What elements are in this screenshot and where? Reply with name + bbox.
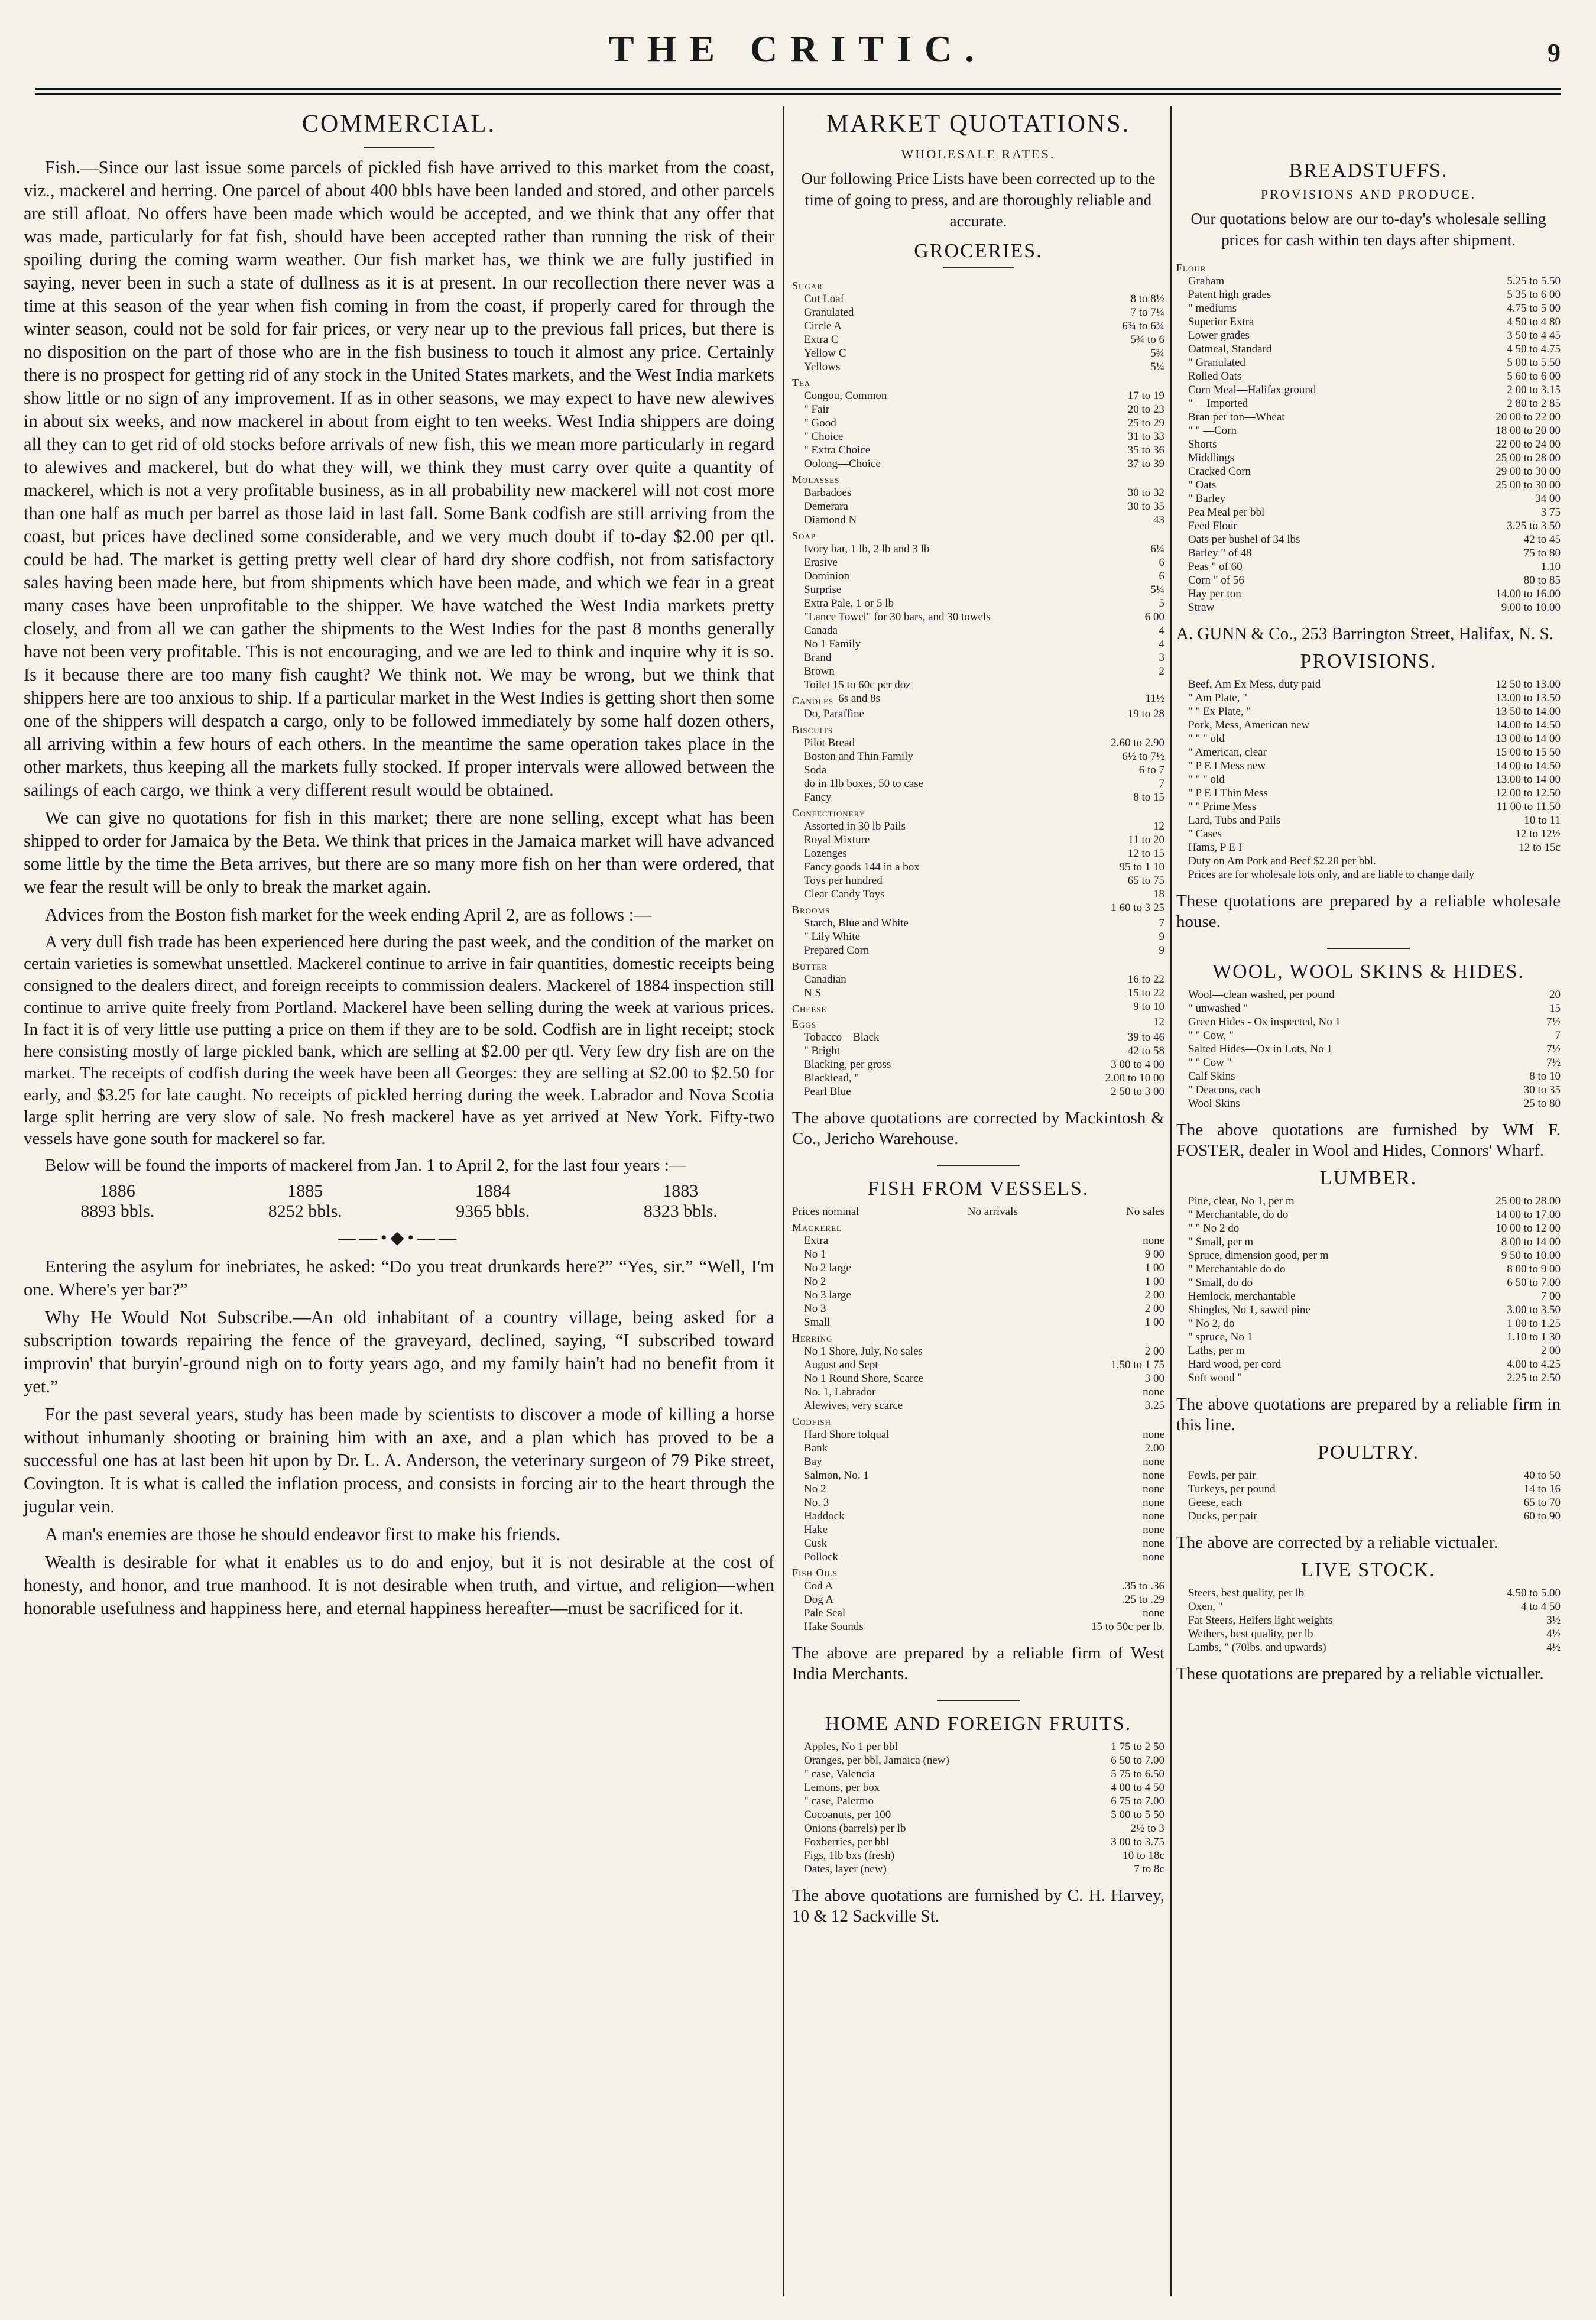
breadstuffs-note: A. GUNN & Co., 253 Barrington Street, Halifax, N. S. xyxy=(1176,624,1553,643)
price-row: Toys per hundred 65 to 75 xyxy=(804,874,1164,887)
groceries-note: The above quotations are corrected by Mackintosh & Co., Jericho Warehouse. xyxy=(792,1109,1164,1148)
price-row: Extra Pale, 1 or 5 lb 5 xyxy=(804,597,1164,610)
price-row: Canada 4 xyxy=(804,624,1164,637)
price-row: Duty on Am Pork and Beef $2.20 per bbl. xyxy=(1188,855,1376,867)
lumber-note: The above quotations are prepared by a reliable firm in this line. xyxy=(1176,1395,1561,1434)
price-row: Demerara 30 to 35 xyxy=(804,500,1164,513)
price-row: Boston and Thin Family 6½ to 7½ xyxy=(804,750,1164,763)
price-row: " Lily White 9 xyxy=(804,931,1164,943)
price-row: Barbadoes 30 to 32 xyxy=(804,487,1164,499)
price-row: " Small, per m 8 00 to 14 00 xyxy=(1188,1236,1561,1248)
price-row: Corn " of 56 80 to 85 xyxy=(1188,574,1561,587)
market-column xyxy=(792,106,1164,1933)
price-row: August and Sept 1.50 to 1 75 xyxy=(804,1359,1164,1371)
price-row: Hay per ton 14.00 to 16.00 xyxy=(1188,588,1561,600)
price-row: Rolled Oats 5 60 to 6 00 xyxy=(1188,370,1561,383)
price-row: Canadian 16 to 22 xyxy=(804,973,1164,986)
price-row: Assorted in 30 lb Pails 12 xyxy=(804,820,1164,832)
price-row: Small 1 00 xyxy=(804,1316,1164,1329)
breadstuffs-heading: BREADSTUFFS. xyxy=(1289,160,1448,182)
price-row: " No 2, do 1 00 to 1.25 xyxy=(1188,1317,1561,1330)
anecdote: Why He Would Not Subscribe.—An old inhabitant of a country village, being asked for a subscription towards repairing the fence of the graveyard, declined, saying, “I subscribed toward improvin' that buryin'-ground nigh on to forty years ago, and my family hain't had no benefit from it yet.” xyxy=(24,1307,774,1396)
price-row: " Cases 12 to 12½ xyxy=(1188,828,1561,840)
price-row: " —Imported 2 80 to 2 85 xyxy=(1188,397,1561,410)
price-row: Cocoanuts, per 100 5 00 to 5 50 xyxy=(804,1809,1164,1821)
provisions-note: These quotations are prepared by a reliable wholesale house. xyxy=(1176,892,1561,931)
price-row: Corn Meal—Halifax ground 2 00 to 3.15 xyxy=(1188,384,1561,396)
price-row: " Granulated 5 00 to 5.50 xyxy=(1188,357,1561,369)
price-row: Fat Steers, Heifers light weights 3½ xyxy=(1188,1614,1561,1626)
imports-cell: 1884 9365 bbls. xyxy=(456,1181,530,1221)
price-row: Hard wood, per cord 4.00 to 4.25 xyxy=(1188,1358,1561,1370)
ornament-divider: ——•◆•—— xyxy=(338,1228,460,1248)
price-row: Lambs, " (70lbs. and upwards) 4½ xyxy=(1188,1641,1561,1654)
price-row: Spruce, dimension good, per m 9 50 to 10.00 xyxy=(1188,1249,1561,1262)
price-row: Alewives, very scarce 3.25 xyxy=(804,1399,1164,1412)
breadstuffs-list xyxy=(1176,259,1561,614)
price-row: Bank 2.00 xyxy=(804,1442,1164,1454)
price-row: Superior Extra 4 50 to 4 80 xyxy=(1188,316,1561,328)
price-row: Foxberries, per bbl 3 00 to 3.75 xyxy=(804,1836,1164,1848)
masthead-title: THE CRITIC. xyxy=(608,28,988,70)
price-row: Oolong—Choice 37 to 39 xyxy=(804,458,1164,470)
price-row: Pollock none xyxy=(804,1551,1164,1563)
price-row: Blacking, per gross 3 00 to 4 00 xyxy=(804,1058,1164,1071)
price-row: Turkeys, per pound 14 to 16 xyxy=(1188,1483,1561,1495)
price-row: No 1 9 00 xyxy=(804,1248,1164,1261)
masthead-rule-thin xyxy=(35,93,1561,95)
price-row: No. 3 none xyxy=(804,1496,1164,1509)
market-subheading: WHOLESALE RATES. xyxy=(901,147,1056,161)
price-row: " Am Plate, " 13.00 to 13.50 xyxy=(1188,692,1561,704)
price-row: Hake none xyxy=(804,1524,1164,1536)
price-row: " Choice 31 to 33 xyxy=(804,430,1164,443)
heading-rule xyxy=(364,147,434,148)
price-row: Soda 6 to 7 xyxy=(804,764,1164,776)
price-row: Pilot Bread 2.60 to 2.90 xyxy=(804,737,1164,749)
fruits-note: The above quotations are furnished by C. H. Harvey, 10 & 12 Sackville St. xyxy=(792,1886,1164,1926)
price-row: " unwashed " 15 xyxy=(1188,1002,1561,1015)
wool-note: The above quotations are furnished by WM F. FOSTER, dealer in Wool and Hides, Connors' Wharf. xyxy=(1176,1120,1561,1160)
provisions-heading: PROVISIONS. xyxy=(1300,650,1437,672)
price-row: No 2 large 1 00 xyxy=(804,1262,1164,1274)
price-row: Barley " of 48 75 to 80 xyxy=(1188,547,1561,559)
fish-columns: Prices nominal No arrivals No sales xyxy=(792,1206,1164,1218)
price-row: Yellow C 5¾ xyxy=(804,347,1164,359)
price-row: Steers, best quality, per lb 4.50 to 5.00 xyxy=(1188,1587,1561,1599)
price-category: Molasses xyxy=(792,474,840,485)
price-row: " " Ex Plate, " 13 50 to 14.00 xyxy=(1188,705,1561,718)
price-row: Hemlock, merchantable 7 00 xyxy=(1188,1290,1561,1302)
section-rule xyxy=(937,1165,1020,1166)
price-row: " Extra Choice 35 to 36 xyxy=(804,444,1164,456)
price-row: " Merchantable, do do 14 00 to 17.00 xyxy=(1188,1208,1561,1221)
page-number: 9 xyxy=(1548,38,1561,67)
price-row: Yellows 5¼ xyxy=(804,361,1164,373)
price-row: " case, Valencia 5 75 to 6.50 xyxy=(804,1768,1164,1780)
anecdote: A man's enemies are those he should endeavor first to make his friends. xyxy=(45,1524,560,1544)
price-row: Cod A .35 to .36 xyxy=(804,1580,1164,1592)
price-row: Wethers, best quality, per lb 4½ xyxy=(1188,1628,1561,1640)
price-row: " P E I Thin Mess 12 00 to 12.50 xyxy=(1188,787,1561,799)
price-row: " case, Palermo 6 75 to 7.00 xyxy=(804,1795,1164,1807)
price-row: " P E I Mess new 14 00 to 14.50 xyxy=(1188,760,1561,772)
price-row: " Oats 25 00 to 30 00 xyxy=(1188,479,1561,491)
price-category: Herring xyxy=(792,1332,833,1344)
price-row: Onions (barrels) per lb 2½ to 3 xyxy=(804,1822,1164,1835)
price-row: Surprise 5¼ xyxy=(804,584,1164,596)
price-row: Circle A 6¾ to 6¾ xyxy=(804,320,1164,332)
price-row: Erasive 6 xyxy=(804,556,1164,569)
price-row: Bran per ton—Wheat 20 00 to 22 00 xyxy=(1188,411,1561,423)
price-row: Cracked Corn 29 00 to 30 00 xyxy=(1188,465,1561,478)
price-row: Dominion 6 xyxy=(804,570,1164,582)
imports-cell: 1886 8893 bbls. xyxy=(80,1181,155,1221)
price-row: Blacklead, " 2.00 to 10 00 xyxy=(804,1072,1164,1084)
market-heading: MARKET QUOTATIONS. xyxy=(826,111,1131,138)
price-row: Figs, 1lb bxs (fresh) 10 to 18c xyxy=(804,1849,1164,1862)
price-row: Cusk none xyxy=(804,1537,1164,1550)
price-row: Feed Flour 3.25 to 3 50 xyxy=(1188,520,1561,532)
price-row: No 1 Shore, July, No sales 2 00 xyxy=(804,1345,1164,1357)
price-row: Tobacco—Black 39 to 46 xyxy=(804,1031,1164,1044)
price-row: " American, clear 15 00 to 15 50 xyxy=(1188,746,1561,759)
anecdote: Entering the asylum for inebriates, he asked: “Do you treat drunkards here?” “Yes, sir.” “Well, I'm one. Where's yer bar?” xyxy=(24,1256,774,1300)
price-row: " " Cow, " 7 xyxy=(1188,1029,1561,1042)
poultry-list xyxy=(1176,1469,1561,1523)
anecdote: For the past several years, study has been made by scientists to discover a mode of killing a horse without inhumanly shooting or braining him with an axe, and a plan which has proved to be a successful one has at last been hit upon by Dr. L. A. Anderson, the veterinary surgeon of 79 Pike street, Covington. It is what is called the inflation process, and consists in forcing air to the heart through the jugular vein. xyxy=(24,1404,774,1517)
price-row: Wool Skins 25 to 80 xyxy=(1188,1097,1561,1110)
price-row: Oranges, per bbl, Jamaica (new) 6 50 to 7.00 xyxy=(804,1754,1164,1767)
price-row: Extra none xyxy=(804,1234,1164,1247)
fruits-heading: HOME AND FOREIGN FRUITS. xyxy=(825,1713,1132,1735)
price-row: Pearl Blue 2 50 to 3 00 xyxy=(804,1086,1164,1098)
column-divider xyxy=(783,106,784,2296)
price-row: Hams, P E I 12 to 15c xyxy=(1188,841,1561,854)
price-row: Prices are for wholesale lots only, and are liable to change daily xyxy=(1188,869,1475,881)
price-row: Patent high grades 5 35 to 6 00 xyxy=(1188,289,1561,301)
price-row: " mediums 4.75 to 5 00 xyxy=(1188,302,1561,315)
section-rule xyxy=(937,1700,1020,1701)
price-category: Eggs 12 xyxy=(792,1016,1164,1030)
price-row: Dog A .25 to .29 xyxy=(804,1593,1164,1606)
price-row: Fancy 8 to 15 xyxy=(804,791,1164,803)
price-category: Butter xyxy=(792,960,828,972)
price-row: Calf Skins 8 to 10 xyxy=(1188,1070,1561,1083)
groceries-list xyxy=(792,277,1164,1099)
price-row: Lower grades 3 50 to 4 45 xyxy=(1188,329,1561,342)
price-row: Pine, clear, No 1, per m 25 00 to 28.00 xyxy=(1188,1195,1561,1207)
price-category: Sugar xyxy=(792,280,823,291)
breadstuffs-subheading: PROVISIONS AND PRODUCE. xyxy=(1260,187,1477,202)
price-row: Do, Paraffine 19 to 28 xyxy=(804,708,1164,720)
market-intro: Our following Price Lists have been corrected up to the time of going to press, and are thoroughly reliable and accurate. xyxy=(801,170,1156,230)
masthead-rule xyxy=(35,88,1561,90)
price-row: Green Hides - Ox inspected, No 1 7½ xyxy=(1188,1016,1561,1028)
price-row: Pork, Mess, American new 14.00 to 14.50 xyxy=(1188,719,1561,731)
price-row: Fowls, per pair 40 to 50 xyxy=(1188,1469,1561,1482)
lumber-heading: LUMBER. xyxy=(1319,1167,1417,1189)
price-row: Wool—clean washed, per pound 20 xyxy=(1188,989,1561,1001)
poultry-note: The above are corrected by a reliable victualer. xyxy=(1176,1533,1498,1552)
price-row: " Merchantable do do 8 00 to 9 00 xyxy=(1188,1263,1561,1275)
price-row: No. 1, Labrador none xyxy=(804,1386,1164,1398)
commercial-paragraph: Fish.—Since our last issue some parcels of pickled fish have arrived to this market from the coast, viz., mackerel and herring. One parcel of about 400 bbls have been landed and stored, and other parcels are still afloat. No offers have been made which would be accepted, and we think that any offer that was made, particularly for fat fish, should have been accepted rather than running the risk of their spoiling during the coming warm weather. Our fish market has, we think we are fully justified in saying, never been in such a state of dullness as it is at present. In our recollection there never was a time at this season of the year when fish coming in from the coast, if properly cared for through the winter season, could not be sold for fair prices, or very near up to the previous fall prices, but there is no disposition on the part of those who are in the fish business to touch it almost any price. Certainly there is no prospect for getting rid of any stock in the United States markets, and the West India markets show little or no sign of any improvement. If as in other seasons, we may expect to have new alewives in about six weeks, and now mackerel in about from eight to ten weeks. West India shippers are doing all they can to get rid of old stocks before arrivals of new fish, this we mean more particularly in regard to alewives and mackerel, but do what they will, we think they must carry over quite a quantity of mackerel, which is not a very profitable business, as in all probability new mackerel will not cost more than one half as much per barrel as those laid in last fall. Some Bank codfish are still arriving from the coast, but prices have declined some considerable, and we very much doubt if to-day $2.00 per qtl. could be had. The market is getting pretty well clear of hard dry shore codfish, not from satisfactory sales having been made here, but from shipments which have been made, and which we fear in a great many cases have been unprofitable to the shipper. We have watched the West India markets pretty closely, and from all we can gather the shipments to the West Indies for the past 8 months generally have not been very profitable. This is not encouraging, and we are led to think and inquire why it is so. Is it because there are too many fish caught? We think not. We may be wrong, but we think that shippers here are too anxious to ship. If a particular market in the West Indies is getting short then some one of the shippers will despatch a cargo, only to be followed immediately by some half dozen others, all arriving within a few hours of each others. In the meantime the same operation takes place in the other markets, thus keeping all the markets fully stocked. If proper intervals were allowed between the sailings of each cargo, we think a very different result would be obtained. xyxy=(24,157,774,800)
price-row: Soft wood " 2.25 to 2.50 xyxy=(1188,1372,1561,1384)
price-row: Shingles, No 1, sawed pine 3.00 to 3.50 xyxy=(1188,1304,1561,1316)
price-row: Bay none xyxy=(804,1456,1164,1468)
price-row: " " " old 13 00 to 14 00 xyxy=(1188,733,1561,745)
price-row: Straw 9.00 to 10.00 xyxy=(1188,601,1561,614)
price-row: Clear Candy Toys 18 xyxy=(804,888,1164,900)
price-category: Brooms 1 60 to 3 25 xyxy=(792,902,1164,916)
lumber-list xyxy=(1176,1194,1561,1385)
price-row: Hard Shore tolqual none xyxy=(804,1428,1164,1441)
section-rule xyxy=(1327,948,1410,949)
price-category: Cheese 9 to 10 xyxy=(792,1000,1164,1015)
price-row: Apples, No 1 per bbl 1 75 to 2 50 xyxy=(804,1741,1164,1753)
price-row: " " Cow " 7½ xyxy=(1188,1057,1561,1069)
price-row: Granulated 7 to 7¼ xyxy=(804,306,1164,319)
price-row: Salmon, No. 1 none xyxy=(804,1469,1164,1482)
boston-quote: A very dull fish trade has been experienced here during the past week, and the condition of the market on certain varieties is somewhat unsettled. Mackerel continue to arrive in fair quantities, domestic receipts being consigned to the dealers direct, and foreign receipts to commission dealers. Mackerel of 1884 inspection still continue to arrive quite freely from Portland. Mackerel have been selling during the week at various prices. In fact it is of very little use putting a price on them if they are to be sold. Codfish are in light receipt; stock here consisting mostly of large pickled bank, which are selling at $2.00 per qtl. Very few dry fish are on the market. The receipts of codfish during the week have been all Georges: they are selling at $2.00 to $2.50 for early, and $3.25 for late caught. No receipts of pickled herring during the week. Labrador and Nova Scotia large split herring are very slow of sale. No fresh mackerel have as yet arrived at New York. Fifty-two vessels have gone south for mackerel so far. xyxy=(24,932,774,1148)
price-row: Cut Loaf 8 to 8½ xyxy=(804,293,1164,305)
groceries-heading: GROCERIES. xyxy=(914,240,1043,262)
price-row: Pea Meal per bbl 3 75 xyxy=(1188,506,1561,519)
fish-note: The above are prepared by a reliable firm of West India Merchants. xyxy=(792,1644,1164,1683)
price-row: Geese, each 65 to 70 xyxy=(1188,1496,1561,1509)
price-row: No 1 Family 4 xyxy=(804,638,1164,650)
price-row: " " —Corn 18 00 to 20 00 xyxy=(1188,425,1561,437)
price-category: Tea xyxy=(792,377,811,388)
price-row: No 2 1 00 xyxy=(804,1275,1164,1288)
column-divider xyxy=(1170,106,1172,2296)
fish-heading: FISH FROM VESSELS. xyxy=(867,1178,1089,1200)
price-row: " Small, do do 6 50 to 7.00 xyxy=(1188,1276,1561,1289)
price-row: Congou, Common 17 to 19 xyxy=(804,390,1164,402)
commercial-heading: COMMERCIAL. xyxy=(301,111,497,138)
price-row: Lard, Tubs and Pails 10 to 11 xyxy=(1188,814,1561,827)
price-row: No 3 2 00 xyxy=(804,1302,1164,1315)
wool-heading: WOOL, WOOL SKINS & HIDES. xyxy=(1212,961,1524,983)
price-row: Middlings 25 00 to 28 00 xyxy=(1188,452,1561,464)
fish-list xyxy=(792,1219,1164,1634)
price-row: Extra C 5¾ to 6 xyxy=(804,333,1164,346)
anecdote: Wealth is desirable for what it enables us to do and enjoy, but it is not desirable at the cost of honesty, and honor, and true manhood. It is not desirable when truth, and virtue, and religion—when honorable usefulness and happiness here, and eternal happiness hereafter—must be sacrificed for it. xyxy=(24,1552,774,1618)
price-category: Mackerel xyxy=(792,1221,842,1233)
price-row: Toilet 15 to 60c per doz xyxy=(804,679,911,691)
price-row: Starch, Blue and White 7 xyxy=(804,917,1164,929)
price-row: Royal Mixture 11 to 20 xyxy=(804,834,1164,846)
price-row: No 2 none xyxy=(804,1483,1164,1495)
provisions-list xyxy=(1176,678,1561,882)
masthead xyxy=(35,24,1561,95)
commercial-column xyxy=(24,106,774,1625)
price-row: Brand 3 xyxy=(804,652,1164,664)
price-row: Oxen, " 4 to 4 50 xyxy=(1188,1600,1561,1613)
price-row: Pale Seal none xyxy=(804,1607,1164,1619)
price-row: Shorts 22 00 to 24 00 xyxy=(1188,438,1561,451)
price-category: Codfish xyxy=(792,1415,831,1427)
price-row: Ivory bar, 1 lb, 2 lb and 3 lb 6¼ xyxy=(804,543,1164,555)
price-row: " Barley 34 00 xyxy=(1188,492,1561,505)
price-row: Oats per bushel of 34 lbs 42 to 45 xyxy=(1188,533,1561,546)
price-category: Flour xyxy=(1176,262,1206,274)
price-row: Ducks, per pair 60 to 90 xyxy=(1188,1510,1561,1522)
price-row: Laths, per m 2 00 xyxy=(1188,1344,1561,1357)
price-category: Biscuits xyxy=(792,724,833,735)
price-category: Soap xyxy=(792,530,816,542)
imports-table xyxy=(24,1181,774,1221)
price-row: " Fair 20 to 23 xyxy=(804,403,1164,416)
price-row: Beef, Am Ex Mess, duty paid 12 50 to 13.00 xyxy=(1188,678,1561,691)
commercial-paragraph: Advices from the Boston fish market for the week ending April 2, are as follows :— xyxy=(45,905,652,925)
price-row: No 1 Round Shore, Scarce 3 00 xyxy=(804,1372,1164,1385)
price-row: do in 1lb boxes, 50 to case 7 xyxy=(804,777,1164,790)
price-row: " Deacons, each 30 to 35 xyxy=(1188,1084,1561,1096)
produce-column xyxy=(1176,106,1561,1690)
price-category: Confectionery xyxy=(792,807,865,819)
price-row: Oatmeal, Standard 4 50 to 4.75 xyxy=(1188,343,1561,355)
imports-intro: Below will be found the imports of mackerel from Jan. 1 to April 2, for the last four years :— xyxy=(45,1156,686,1175)
poultry-heading: POULTRY. xyxy=(1318,1441,1419,1463)
livestock-note: These quotations are prepared by a reliable victualler. xyxy=(1176,1664,1544,1683)
price-row: Salted Hides—Ox in Lots, No 1 7½ xyxy=(1188,1043,1561,1055)
price-row: Graham 5.25 to 5.50 xyxy=(1188,275,1561,287)
price-row: " " No 2 do 10 00 to 12 00 xyxy=(1188,1222,1561,1234)
breadstuffs-intro: Our quotations below are our to-day's wholesale selling prices for cash within ten days after shipment. xyxy=(1190,210,1546,249)
price-row: Peas " of 60 1.10 xyxy=(1188,560,1561,573)
price-row: Hake Sounds 15 to 50c per lb. xyxy=(804,1621,1164,1633)
price-row: Brown 2 xyxy=(804,665,1164,678)
price-row: " " Prime Mess 11 00 to 11.50 xyxy=(1188,801,1561,813)
livestock-list xyxy=(1176,1586,1561,1654)
price-row: No 3 large 2 00 xyxy=(804,1289,1164,1301)
price-row: " " " old 13.00 to 14 00 xyxy=(1188,773,1561,786)
price-row: " Bright 42 to 58 xyxy=(804,1045,1164,1057)
price-row: Prepared Corn 9 xyxy=(804,944,1164,957)
price-category: Fish Oils xyxy=(792,1567,838,1579)
heading-rule xyxy=(943,267,1014,268)
price-category: Candles 6s and 8s 11½ xyxy=(792,692,1164,707)
price-row: Lemons, per box 4 00 to 4 50 xyxy=(804,1781,1164,1794)
commercial-paragraph: We can give no quotations for fish in this market; there are none selling, except what has been shipped to order for Jamaica by the Beta. We think that prices in the Jamaica market will have advanced some little by the time the Beta arrives, but there are so many more fish on her than were ordered, that we fear the result will be only to break the market again. xyxy=(24,808,774,897)
wool-list xyxy=(1176,988,1561,1110)
price-row: " spruce, No 1 1.10 to 1 30 xyxy=(1188,1331,1561,1343)
price-row: Haddock none xyxy=(804,1510,1164,1522)
fruits-list xyxy=(792,1740,1164,1876)
price-row: Dates, layer (new) 7 to 8c xyxy=(804,1863,1164,1875)
price-row: Lozenges 12 to 15 xyxy=(804,847,1164,860)
price-row: Fancy goods 144 in a box 95 to 1 10 xyxy=(804,861,1164,873)
imports-cell: 1885 8252 bbls. xyxy=(268,1181,342,1221)
price-row: N S 15 to 22 xyxy=(804,987,1164,999)
price-row: " Good 25 to 29 xyxy=(804,417,1164,429)
livestock-heading: LIVE STOCK. xyxy=(1301,1559,1436,1581)
price-row: Diamond N 43 xyxy=(804,514,1164,526)
imports-cell: 1883 8323 bbls. xyxy=(643,1181,718,1221)
price-row: "Lance Towel" for 30 bars, and 30 towels 6 00 xyxy=(804,611,1164,623)
